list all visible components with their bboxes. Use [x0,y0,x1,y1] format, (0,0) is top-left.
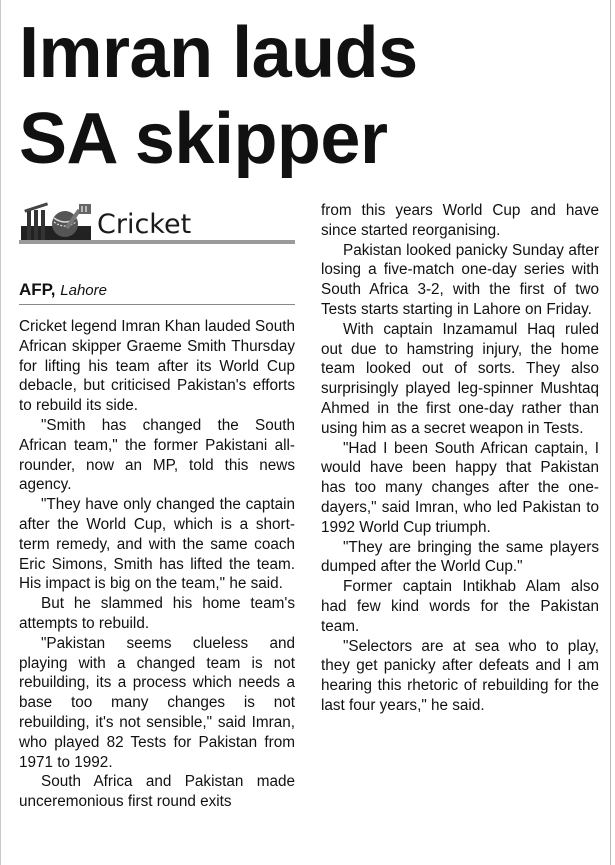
paragraph: With captain Inzamamul Haq ruled out due to hamstring injury, the home team looked out of sorts. They also surprisingly played leg-spinner Mushtaq Ahmed in the first one-day rather than using him as a secret weapon in Tests. [321,320,599,437]
paragraph: Pakistan looked panicky Sunday after losing a five-match one-day series with South Africa 3-2, with the first of two Tests starts starting in Lahore on Friday. [321,241,599,318]
paragraph: "Selectors are at sea who to play, they get panicky after defeats and I am hearing this rhetoric of rebuilding for the last four years," he said. [321,637,599,714]
headline-line-1: Imran lauds [19,13,418,93]
body-column-right [321,201,599,716]
section-rule [19,240,295,244]
byline-rule [19,304,295,305]
paragraph: South Africa and Pakistan made unceremonious first round exits [19,773,295,811]
body-column-left [19,317,295,812]
column-edge-rule [610,0,611,865]
paragraph: Cricket legend Imran Khan lauded South African skipper Graeme Smith Thursday for lifting his team after its World Cup debacle, but criticised Pakistan's efforts to rebuild its side. [19,318,295,415]
cricket-stumps-ball-icon [19,200,93,240]
paragraph: "They are bringing the same players dumped after the World Cup." [321,538,599,576]
paragraph: "Smith has changed the South African team," the former Pakistani all-rounder, now an MP, told this news agency. [19,416,295,494]
byline-location: Lahore [60,282,107,299]
paragraph: "They have only changed the captain after the World Cup, which is a short-term remedy, and with the same coach Eric Simons, Smith has lifted the team. His impact is big on the team," he said. [19,496,295,593]
byline [19,280,295,301]
paragraph: But he slammed his home team's attempts to rebuild. [19,595,295,632]
paragraph: "Had I been South African captain, I would have been happy that Pakistan has too many changes after the one-dayers," said Imran, who led Pakistan to 1992 World Cup triumph. [321,439,599,536]
paragraph: "Pakistan seems clueless and playing with a changed team is not rebuilding, its a process which needs a base too many changes is not rebuilding, it's not sensible," said Imran, who played 82 Tests for Pakistan from 1971 to 1992. [19,634,295,771]
headline [19,10,609,182]
byline-agency: AFP, [19,280,56,299]
section-header [19,200,299,246]
headline-line-2: SA skipper [19,99,388,179]
paragraph: from this years World Cup and have since started reorganising. [321,202,599,239]
section-label: Cricket [97,209,192,240]
paragraph: Former captain Intikhab Alam also had few kind words for the Pakistan team. [321,578,599,635]
